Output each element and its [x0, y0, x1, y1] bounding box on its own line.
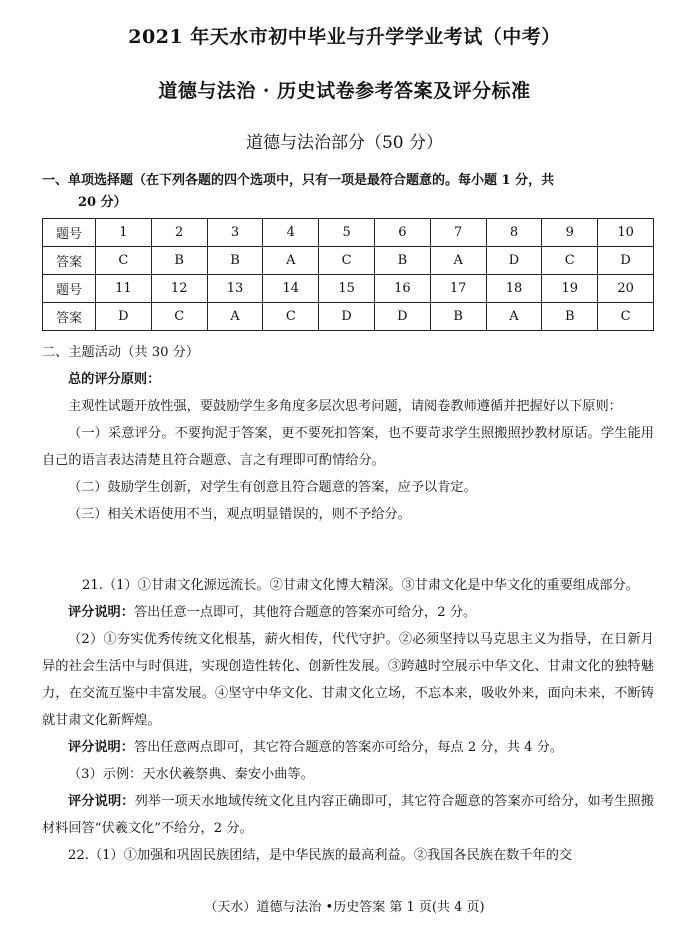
answer-cell: B [430, 303, 486, 331]
question-number-cell: 20 [598, 275, 654, 303]
answer-cell: D [319, 303, 375, 331]
question-number-cell: 9 [542, 219, 598, 247]
question-number-cell: 2 [151, 219, 207, 247]
section2-heading: 二、主题活动（共 30 分） [42, 345, 200, 360]
row-header-cell: 题号 [43, 219, 96, 247]
question-number-cell: 7 [430, 219, 486, 247]
answer-cell: D [598, 247, 654, 275]
answer-cell: C [319, 247, 375, 275]
q21-note3-text: 列举一项天水地域传统文化且内容正确即可，其它符合题意的答案亦可给分，如考生照搬材料回答“伏羲文化”不给分，2 分。 [42, 794, 654, 836]
row-header-cell: 答案 [43, 303, 96, 331]
section1-heading-line1: 一、单项选择题（在下列各题的四个选项中，只有一项是最符合题意的。每小题 1 分，共 [42, 173, 555, 188]
answer-cell: C [598, 303, 654, 331]
principle-title: 总的评分原则： [68, 372, 161, 387]
question-number-cell: 5 [319, 219, 375, 247]
question-number-cell: 6 [374, 219, 430, 247]
question-number-cell: 12 [151, 275, 207, 303]
answer-cell: B [151, 247, 207, 275]
answer-cell: A [207, 303, 263, 331]
rule-2: （二）鼓励学生创新，对学生有创意且符合题意的答案，应予以肯定。 [68, 480, 477, 495]
q21-part2: （2）①夯实优秀传统文化根基，薪火相传，代代守护。②必须坚持以马克思主义为指导，在日新月异的社会生活中与时俱进，实现创造性转化、创新性发展。③跨越时空展示中华文化、甘肃文化的独特魅力，在交流互鉴中丰富发展。④坚守中华文化、甘肃文化立场，不忘本来，吸收外来，面向未来，不断铸就甘肃文化新辉煌。 [42, 632, 654, 728]
question-number-cell: 18 [486, 275, 542, 303]
scoring-label: 评分说明： [68, 740, 134, 755]
question-21 [42, 572, 654, 869]
section1-heading [42, 170, 654, 214]
q21-note1-text: 答出任意一点即可，其他符合题意的答案亦可给分，2 分。 [133, 605, 477, 620]
scoring-label: 评分说明： [68, 605, 134, 620]
part-title: 道德与法治部分（50 分） [245, 133, 444, 153]
q21-part3: （3）示例：天水伏羲祭典、秦安小曲等。 [68, 767, 314, 782]
scoring-label: 评分说明： [68, 794, 135, 809]
question-number-cell: 14 [263, 275, 319, 303]
question-number-cell: 8 [486, 219, 542, 247]
answer-row [43, 303, 654, 331]
question-number-cell: 4 [263, 219, 319, 247]
answer-cell: D [486, 247, 542, 275]
question-number-cell: 1 [96, 219, 152, 247]
answer-cell: B [374, 247, 430, 275]
question-number-cell: 3 [207, 219, 263, 247]
answer-cell: D [96, 303, 152, 331]
row-header-cell: 答案 [43, 247, 96, 275]
q21-note2 [42, 734, 654, 761]
section2 [42, 339, 654, 528]
question-number-cell: 17 [430, 275, 486, 303]
question-number-cell: 13 [207, 275, 263, 303]
answer-cell: A [430, 247, 486, 275]
answer-cell: A [263, 247, 319, 275]
answer-cell: D [374, 303, 430, 331]
q21-part1: 21.（1）①甘肃文化源远流长。②甘肃文化博大精深。③甘肃文化是中华文化的重要组成部分。 [82, 578, 639, 593]
answer-cell: A [486, 303, 542, 331]
question-number-row [43, 219, 654, 247]
answer-table [42, 218, 654, 331]
page-footer: （天水）道德与法治 •历史答案 第 1 页(共 4 页) [204, 900, 485, 915]
question-number-cell: 11 [96, 275, 152, 303]
answer-cell: C [542, 247, 598, 275]
exam-title: 2021 年天水市初中毕业与升学学业考试（中考） [128, 26, 561, 48]
answer-cell: C [151, 303, 207, 331]
q21-note1 [42, 599, 654, 626]
document-subtitle: 道德与法治 · 历史试卷参考答案及评分标准 [158, 80, 531, 102]
question-number-cell: 16 [374, 275, 430, 303]
question-number-cell: 19 [542, 275, 598, 303]
principle-text: 主观性试题开放性强，要鼓励学生多角度多层次思考问题，请阅卷教师遵循并把握好以下原则： [68, 399, 622, 414]
q22-part1: 22.（1）①加强和巩固民族团结，是中华民族的最高利益。②我国各民族在数千年的交 [68, 848, 573, 863]
rule-1: （一）采意评分。不要拘泥于答案，更不要死扣答案，也不要苛求学生照搬照抄教材原话。学生能用自己的语言表达清楚且符合题意、言之有理即可酌情给分。 [42, 426, 654, 468]
q21-note3 [42, 788, 654, 842]
row-header-cell: 题号 [43, 275, 96, 303]
answer-cell: B [542, 303, 598, 331]
q21-note2-text: 答出任意两点即可，其它符合题意的答案亦可给分，每点 2 分，共 4 分。 [133, 740, 564, 755]
question-number-row [43, 275, 654, 303]
answer-cell: B [207, 247, 263, 275]
answer-cell: C [96, 247, 152, 275]
answer-row [43, 247, 654, 275]
answer-cell: C [263, 303, 319, 331]
rule-3: （三）相关术语使用不当，观点明显错误的，则不予给分。 [68, 507, 411, 522]
question-number-cell: 15 [319, 275, 375, 303]
section1-heading-line2: 20 分） [78, 195, 127, 210]
question-number-cell: 10 [598, 219, 654, 247]
